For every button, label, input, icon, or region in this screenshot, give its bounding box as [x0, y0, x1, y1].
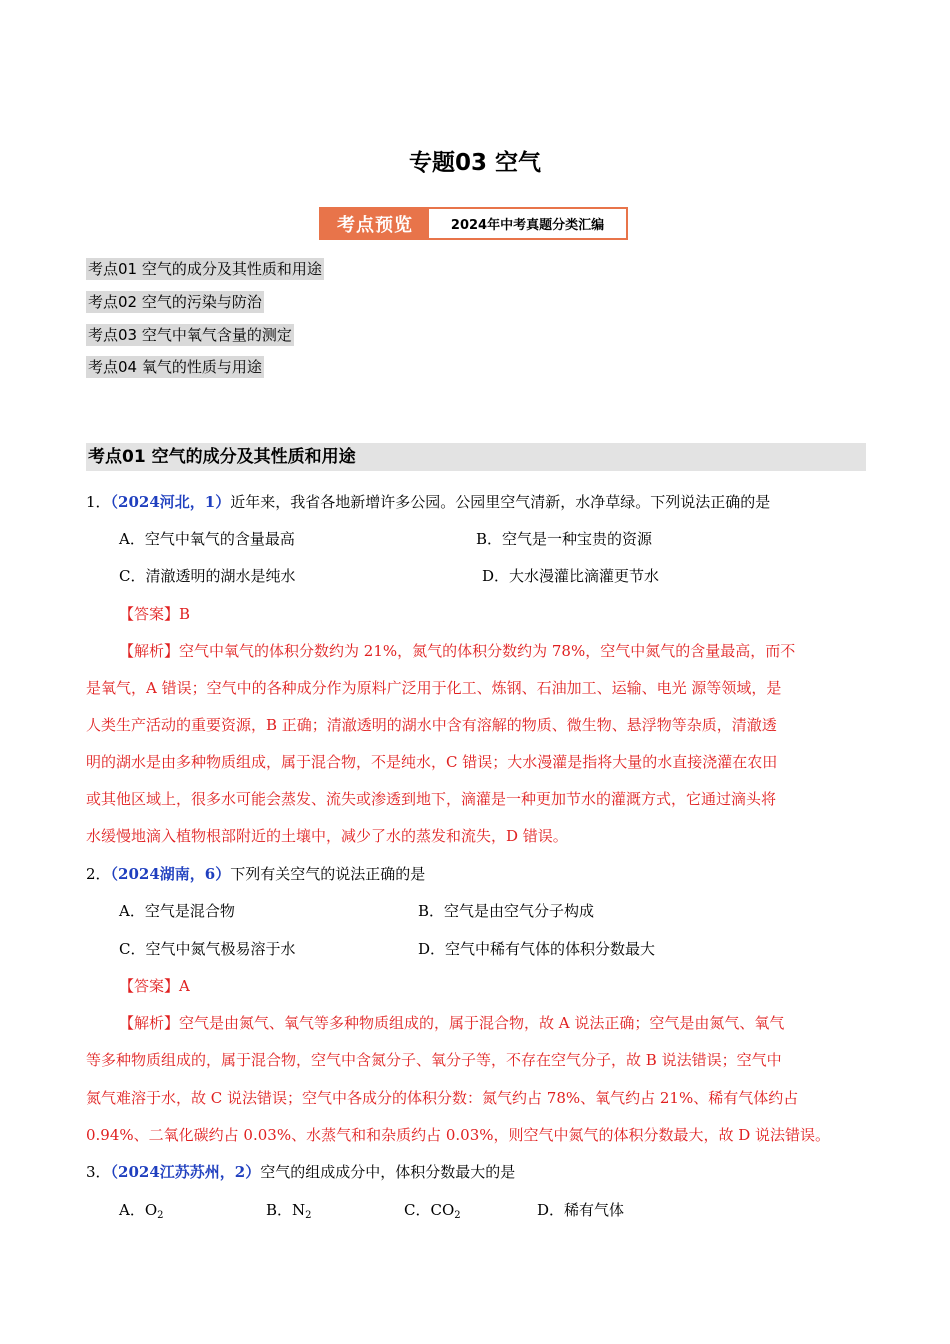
- question-3: [86, 1162, 515, 1182]
- option-c: C．空气中氮气极易溶于水: [119, 940, 296, 958]
- option-a: A．$O_2$: [119, 1201, 164, 1221]
- analysis-line: 0.94%、二氧化碳约占 0.03%、水蒸气和和杂质约占 0.03%，则空气中氮气的体积分数最大，故 D 说法错误。: [86, 1126, 831, 1144]
- toc-item: 考点01 空气的成分及其性质和用途: [88, 260, 322, 278]
- analysis-line: 明的湖水是由多种物质组成，属于混合物，不是纯水，C 错误；大水漫灌是指将大量的水直接浇灌在农田: [86, 753, 778, 771]
- page-title: 专题03 空气: [408, 150, 541, 176]
- option-d: D．空气中稀有气体的体积分数最大: [418, 940, 656, 958]
- question-1: [86, 492, 770, 512]
- option-a: A．空气是混合物: [119, 902, 235, 920]
- analysis-line: 等多种物质组成的，属于混合物，空气中含氮分子、氧分子等，不存在空气分子，故 B 说法错误；空气中: [86, 1051, 782, 1069]
- question-stem: 下列有关空气的说法正确的是: [230, 865, 426, 883]
- toc-item: 考点02 空气的污染与防治: [88, 293, 262, 311]
- answer: 【答案】B: [119, 605, 191, 623]
- section-heading: 考点01 空气的成分及其性质和用途: [86, 443, 866, 471]
- option-d: D．大水漫灌比滴灌更节水: [482, 567, 660, 585]
- analysis-line: 【解析】空气中氧气的体积分数约为 21%，氮气的体积分数约为 78%，空气中氮气的含量最高，而不: [119, 642, 796, 660]
- banner-subtitle: 2024年中考真题分类汇编: [450, 218, 605, 233]
- preview-banner: [319, 207, 628, 240]
- question-stem: 近年来，我省各地新增许多公园。公园里空气清新，水净草绿。下列说法正确的是: [230, 493, 771, 511]
- toc-item: 考点04 氧气的性质与用途: [88, 358, 262, 376]
- banner-label: 考点预览: [321, 209, 429, 238]
- analysis-line: 是氧气，A 错误；空气中的各种成分作为原料广泛用于化工、炼钢、石油加工、运输、电光 源等领域，是: [86, 679, 782, 697]
- question-source: （2024湖南，6）: [110, 865, 231, 883]
- analysis-line: 【解析】空气是由氮气、氧气等多种物质组成的，属于混合物，故 A 说法正确；空气是由氮气、氧气: [119, 1014, 785, 1032]
- analysis-line: 人类生产活动的重要资源，B 正确；清澈透明的湖水中含有溶解的物质、微生物、悬浮物等杂质，清澈透: [86, 716, 777, 734]
- answer: 【答案】A: [119, 977, 190, 995]
- option-c: C．清澈透明的湖水是纯水: [119, 567, 296, 585]
- option-a: A．空气中氧气的含量最高: [119, 530, 295, 548]
- question-number: 2．: [86, 865, 111, 883]
- option-b: B．空气是一种宝贵的资源: [476, 530, 653, 548]
- question-2: [86, 864, 425, 884]
- question-stem: 空气的组成成分中，体积分数最大的是: [260, 1163, 516, 1181]
- question-source: （2024江苏苏州，2）: [110, 1163, 261, 1181]
- option-c: C．$CO_2$: [404, 1201, 461, 1221]
- question-number: 1．: [86, 493, 111, 511]
- analysis-line: 或其他区域上，很多水可能会蒸发、流失或渗透到地下，滴灌是一种更加节水的灌溉方式，它通过滴头将: [86, 790, 777, 808]
- analysis-line: 氮气难溶于水，故 C 说法错误；空气中各成分的体积分数：氮气约占 78%、氧气约占 21%、稀有气体约占: [86, 1089, 799, 1107]
- question-source: （2024河北，1）: [110, 493, 231, 511]
- option-b: B．空气是由空气分子构成: [418, 902, 595, 920]
- option-b: B．$N_2$: [266, 1201, 312, 1221]
- analysis-line: 水缓慢地滴入植物根部附近的土壤中，减少了水的蒸发和流失，D 错误。: [86, 827, 568, 845]
- option-d: D．稀有气体: [537, 1201, 625, 1219]
- toc-item: 考点03 空气中氧气含量的测定: [88, 326, 292, 344]
- question-number: 3．: [86, 1163, 111, 1181]
